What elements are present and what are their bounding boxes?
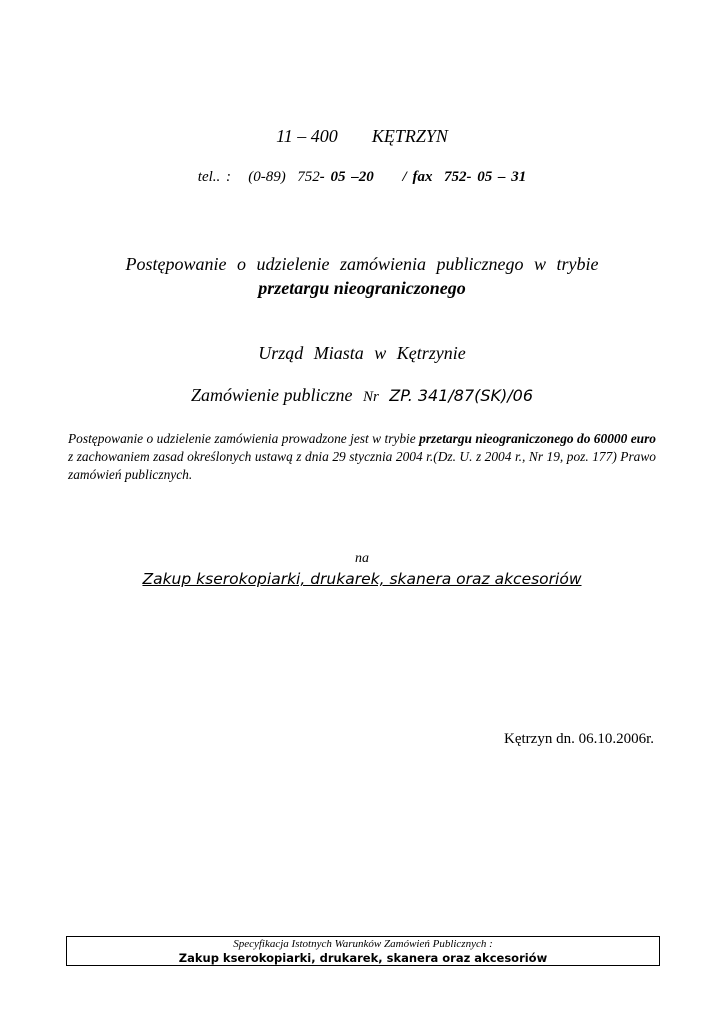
- tel-number-part2: - 05 –20: [319, 169, 374, 185]
- tel-area-code: (0-89): [248, 169, 286, 185]
- procedure-description: [68, 430, 656, 484]
- order-line: [0, 385, 724, 406]
- subject-prefix: na: [355, 551, 369, 566]
- footer-box: [66, 936, 660, 966]
- order-label: Zamówienie publiczne: [190, 385, 353, 405]
- description-part2: z zachowaniem zasad określonych ustawą z dnia 29 stycznia 2004 r.(Dz. U. z 2004 r., Nr 19, poz. 177) Prawo zamówień publicznych.: [68, 449, 656, 482]
- subject-title: Zakup kserokopiarki, drukarek, skanera oraz akcesoriów: [142, 570, 582, 588]
- footer-spec-label: Specyfikacja Istotnych Warunków Zamówień Publicznych :: [233, 938, 493, 950]
- procedure-line1: Postępowanie o udzielenie zamówienia publicznego w trybie: [125, 254, 599, 274]
- description-bold: przetargu nieograniczonego do 60000 euro: [419, 431, 656, 446]
- procedure-heading: [0, 252, 724, 300]
- postal-code: 11 – 400: [276, 126, 338, 146]
- address-line: [0, 126, 724, 147]
- order-nr-label: Nr: [362, 389, 379, 405]
- description-part1: Postępowanie o udzielenie zamówienia prowadzone jest w trybie: [68, 431, 420, 446]
- order-number: ZP. 341/87(SK)/06: [389, 386, 534, 405]
- fax-label: / fax: [402, 169, 433, 185]
- procedure-line2: przetargu nieograniczonego: [258, 278, 466, 298]
- fax-number: 752- 05 – 31: [443, 169, 527, 185]
- place-date: Kętrzyn dn. 06.10.2006r.: [504, 731, 654, 747]
- office-name: Urząd Miasta w Kętrzynie: [258, 343, 466, 363]
- footer-spec-title: Zakup kserokopiarki, drukarek, skanera oraz akcesoriów: [178, 951, 548, 965]
- tel-label: tel.. :: [197, 169, 232, 185]
- city-name: KĘTRZYN: [371, 126, 448, 146]
- contact-line: [0, 169, 724, 186]
- tel-number-part1: 752: [297, 169, 320, 185]
